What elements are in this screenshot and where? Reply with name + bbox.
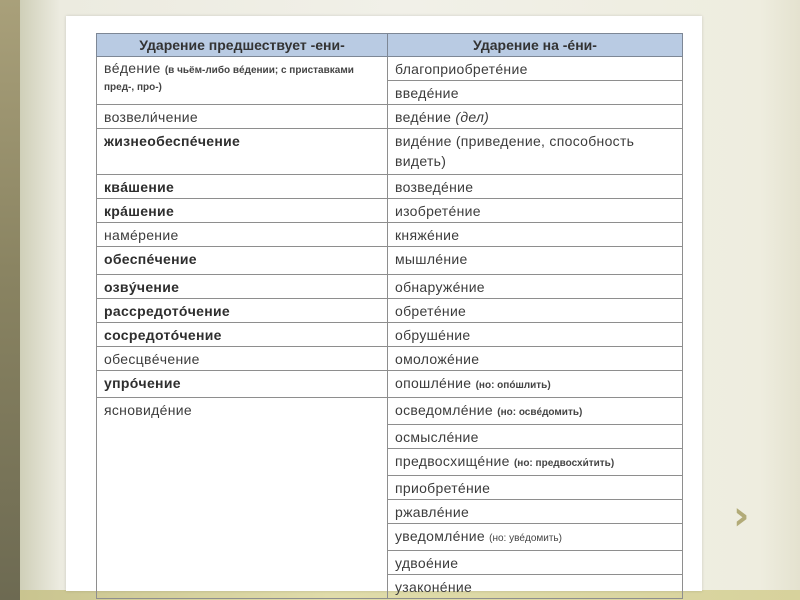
cell-right: осведомлéние (но: освéдомить) [388, 398, 683, 425]
cell-left: обесцвéчение [97, 347, 388, 371]
cell-right: обретéние [388, 299, 683, 323]
cell-note: (но: опóшлить) [475, 380, 551, 391]
cell-right: обрушéние [388, 323, 683, 347]
cell-left: обеспéчение [97, 247, 388, 275]
cell-left: ясновидéние [97, 398, 388, 599]
cell-right: опошлéние (но: опóшлить) [388, 371, 683, 398]
table-row [97, 371, 683, 398]
table-row [97, 223, 683, 247]
cell-left: квáшение [97, 175, 388, 199]
cell-right: благоприобретéние [388, 57, 683, 81]
table-row [97, 398, 683, 425]
cell-right: уведомлéние (но: увéдомить) [388, 524, 683, 551]
cell-left: возвели́чение [97, 105, 388, 129]
cell-note: (дел) [455, 109, 490, 125]
cell-note: (но: увéдомить) [489, 533, 562, 544]
table-row [97, 175, 683, 199]
cell-right: предвосхищéние (но: предвосхи́тить) [388, 449, 683, 476]
cell-right: осмыслéние [388, 425, 683, 449]
cell-right: узаконéние [388, 575, 683, 599]
header-right: Ударение на -éни- [388, 34, 683, 57]
cell-right: омоложéние [388, 347, 683, 371]
cell-right: введéние [388, 81, 683, 105]
table-row [97, 57, 683, 81]
cell-note: (но: освéдомить) [497, 407, 583, 418]
cell-left: крáшение [97, 199, 388, 223]
cell-left: намéрение [97, 223, 388, 247]
cell-right: изобретéние [388, 199, 683, 223]
table-row [97, 247, 683, 275]
cell-left: вéдение (в чьём-либо вéдении; с приставками пред-, про-) [97, 57, 388, 105]
cell-right: возведéние [388, 175, 683, 199]
cell-left: жизнеобеспéчение [97, 129, 388, 175]
cell-right: мышлéние [388, 247, 683, 275]
header-left: Ударение предшествует -ени- [97, 34, 388, 57]
cell-right: ведéние (дел) [388, 105, 683, 129]
cell-right: видéние (приведение, способность видеть) [388, 129, 683, 175]
table-row [97, 347, 683, 371]
cell-left: упрóчение [97, 371, 388, 398]
left-decor-strip [0, 0, 20, 600]
stress-table [96, 33, 683, 599]
slide-canvas [66, 16, 702, 595]
cell-note: (но: предвосхи́тить) [513, 458, 615, 469]
table-row [97, 129, 683, 175]
cell-right: обнаружéние [388, 275, 683, 299]
table-row [97, 275, 683, 299]
table-row [97, 105, 683, 129]
cell-right: ржавлéние [388, 500, 683, 524]
cell-right: удвоéние [388, 551, 683, 575]
cell-right: приобретéние [388, 476, 683, 500]
table-row [97, 199, 683, 223]
cell-note: (в чьём-либо вéдении; с приставками пред-, про-) [104, 65, 354, 93]
table-row [97, 323, 683, 347]
table-header-row [97, 34, 683, 57]
cell-right: княжéние [388, 223, 683, 247]
cell-left: рассредотóчение [97, 299, 388, 323]
table-row [97, 299, 683, 323]
next-slide-chevron-icon[interactable]: › [733, 493, 750, 539]
cell-left: озвýчение [97, 275, 388, 299]
cell-left: сосредотóчение [97, 323, 388, 347]
